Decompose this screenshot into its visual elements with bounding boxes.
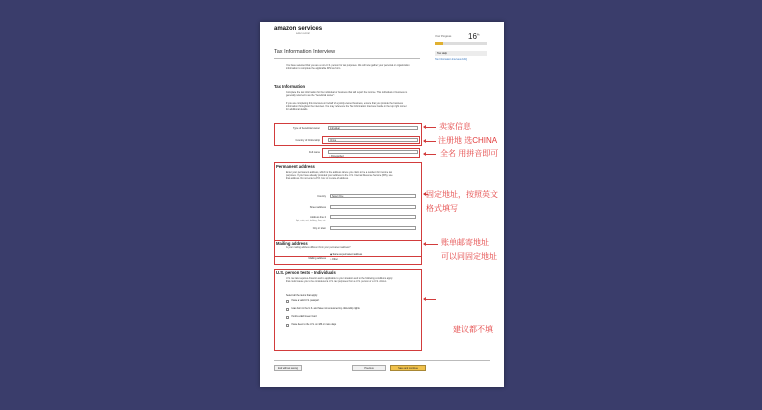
mailing-question: Is your mailing address different from your permanent address?: [286, 247, 351, 249]
tax-info-heading: Tax Information: [274, 84, 306, 89]
us-option-2-checkbox[interactable]: [286, 308, 289, 311]
mailing-other-option[interactable]: ○ Other: [330, 259, 338, 261]
street-label: Street address: [309, 206, 326, 209]
note-fixed-address-2: 格式填写: [426, 204, 458, 213]
pa-country-select[interactable]: Select One: [330, 194, 416, 198]
us-option-4-checkbox[interactable]: [286, 324, 289, 327]
us-option-1-label: I have a valid U.S. passport: [291, 300, 320, 302]
us-person-text: U.S. tax law requires Amazon and is applicable to your situation and to the following conditions apply that could cause you to be considered a U.S. tax purposes from a U.S. person or a U.S. citizen.: [286, 277, 393, 284]
permanent-address-heading: Permanent address: [276, 164, 315, 169]
amazon-services-logo: amazon services: [274, 26, 323, 32]
owner-type-label: Type of beneficial owner: [293, 127, 320, 130]
note-billing-2: 可以同固定地址: [441, 252, 497, 261]
us-person-heading: U.S. person tests - Individuals: [276, 270, 336, 275]
line2-hint: Apt, suite, unit, building, floor, etc.: [296, 220, 326, 222]
note-full-name: 全名 用拼音即可: [440, 149, 499, 158]
logo-subtitle: seller central: [296, 32, 310, 35]
note-fixed-address-1: 固定地址，按照英文: [426, 190, 498, 199]
arrow-suggest-none: [424, 299, 436, 300]
save-and-continue-button[interactable]: Save and continue: [390, 365, 426, 371]
progress-fill: [435, 42, 443, 45]
mailing-label: Mailing address: [308, 257, 326, 260]
note-seller-info: 卖家信息: [439, 122, 471, 131]
mailing-same-option[interactable]: ◉ Same as permanent address: [330, 254, 363, 256]
tax-info-para2: If you are completing this interview on behalf of a jointly-owned business, ensure that you provide the business information throughout the interview. You may reference the Tax Information Interview Guide in the top right corner for additional details.: [286, 102, 407, 112]
note-register-china: 注册地 选CHINA: [438, 136, 498, 145]
intro-text: You have selected that you are a non-U.S. person for tax purposes. We will now gather your personal or organization information to complete the applicable IRS tax form.: [286, 64, 410, 71]
us-option-3-label: I hold a valid Green Card: [291, 316, 317, 318]
line2-input[interactable]: [330, 215, 416, 219]
faq-link[interactable]: Tax Information Interview FAQ: [435, 58, 468, 61]
us-option-2-label: I was born in the U.S. and have not renounced my citizenship rights: [291, 308, 360, 310]
progress-label: Your Progress: [435, 35, 452, 38]
progress-value: 16%: [468, 32, 480, 41]
select-all-label: Select all the items that apply:: [286, 294, 318, 297]
mailing-address-heading: Mailing address: [276, 241, 308, 246]
title-divider: [274, 58, 420, 59]
us-option-3-checkbox[interactable]: [286, 316, 289, 319]
arrow-register-china: [424, 141, 436, 142]
owner-type-select[interactable]: Individual: [328, 126, 418, 130]
footer-divider: [274, 360, 490, 361]
exit-without-saving-button[interactable]: Exit without saving: [274, 365, 302, 371]
page-title: Tax Information Interview: [274, 49, 336, 55]
us-option-1-checkbox[interactable]: [286, 300, 289, 303]
arrow-full-name: [424, 154, 436, 155]
country-highlight: [322, 136, 420, 144]
country-select[interactable]: China: [328, 138, 418, 142]
note-billing-1: 账单邮寄地址: [441, 238, 489, 247]
line2-label: Address line 2: [310, 216, 326, 219]
tax-help-box: Tax Help: [435, 51, 487, 56]
street-input[interactable]: [330, 205, 416, 209]
country-label: Country of Citizenship: [295, 139, 320, 142]
disregarded-option[interactable]: ○ Disregarded: [329, 156, 344, 158]
us-option-4-label: I have been to the U.S. on 183 or more days: [291, 324, 337, 326]
arrow-billing: [424, 244, 438, 245]
pa-country-label: Country: [317, 195, 326, 198]
permanent-address-text: Enter your permanent address, which is the address where you claim to be a resident for income tax purposes. If you have already provided your address to the U.S. Internal Revenue Service (IRS), use that address. Do not enter a P.O. box or in-care-of address.: [286, 171, 393, 181]
arrow-seller-info: [424, 127, 436, 128]
fullname-label: Full name: [309, 151, 320, 154]
note-suggest-none: 建议都不填: [453, 325, 493, 334]
city-label: City or town: [312, 227, 326, 230]
city-input[interactable]: [330, 226, 416, 230]
previous-button[interactable]: Previous: [352, 365, 386, 371]
tax-info-para1: Complete the tax information for the individual or business that will report the income. This individual or business is generally referred to as the "beneficial owner".: [286, 91, 408, 98]
